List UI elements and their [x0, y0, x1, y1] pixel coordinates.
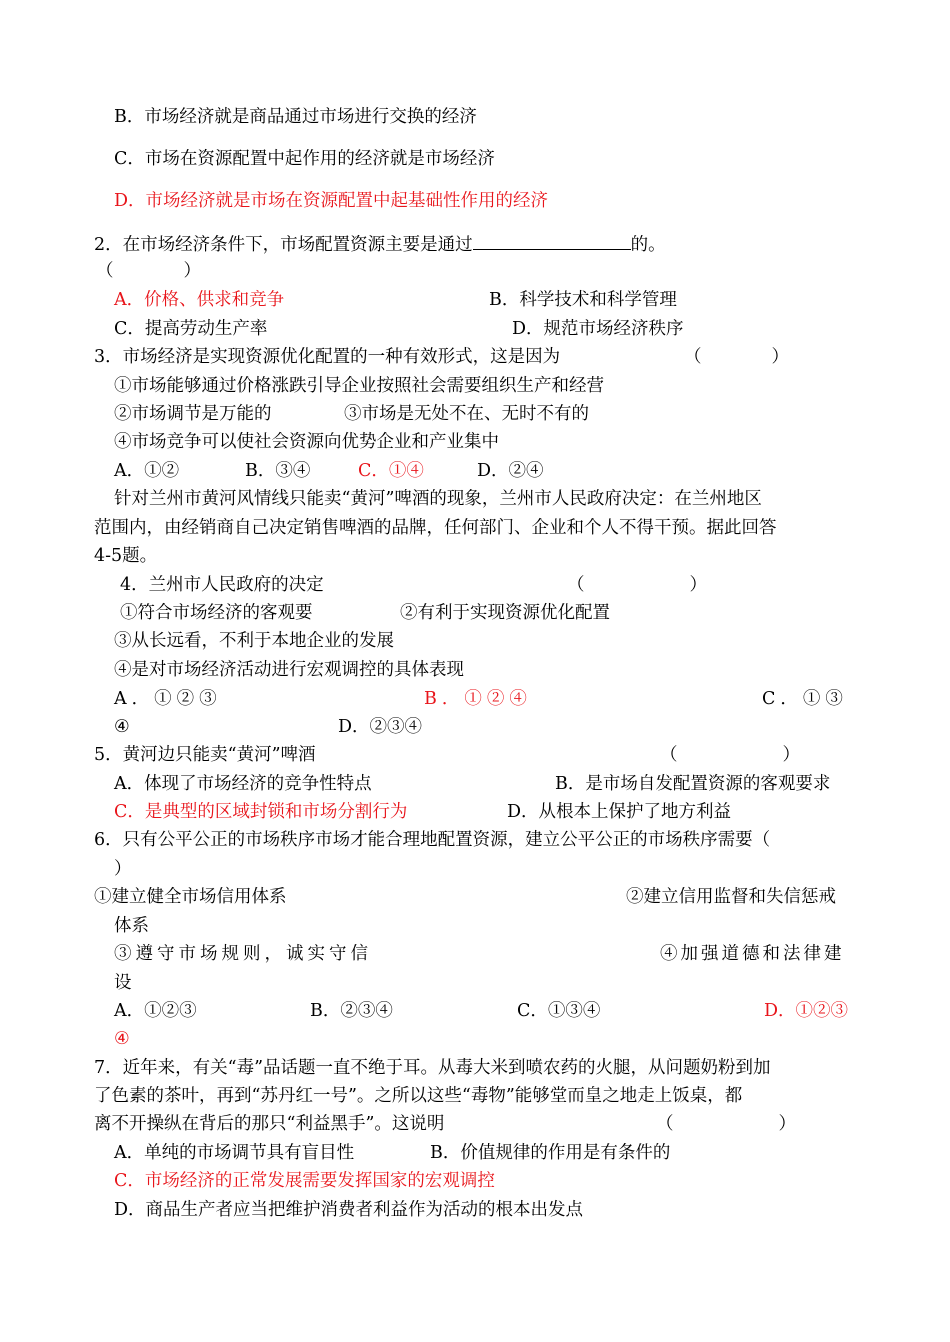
q4-statement-1: ①符合市场经济的客观要 — [120, 603, 313, 623]
q3-option-d: D．②④ — [477, 461, 544, 481]
q4-option-d: D．②③④ — [338, 717, 423, 737]
q6-statement-3: ③遵守市场规则，诚实守信 — [114, 944, 372, 964]
q4-option-c-continued: ④ — [114, 717, 130, 737]
q7-stem-line-3: 离不开操纵在背后的那只“利益黑手”。这说明 — [94, 1114, 445, 1134]
q3-statement-3: ③市场是无处不在、无时不有的 — [344, 404, 589, 424]
q3-option-b: B．③④ — [245, 461, 311, 481]
q5-option-b: B．是市场自发配置资源的客观要求 — [555, 774, 831, 794]
q2-option-d: D．规范市场经济秩序 — [512, 319, 684, 339]
q4-stem: 4．兰州市人民政府的决定 — [120, 575, 324, 595]
q2-fill-blank — [473, 233, 631, 250]
passage-line-3: 4-5题。 — [94, 546, 158, 566]
q5-answer-paren: （ ） — [660, 745, 800, 765]
q2-stem-end: 的。 — [630, 235, 666, 255]
q7-stem-line-1: 7．近年来，有关“毒”品话题一直不绝于耳。从毒大米到喷农药的火腿，从问题奶粉到加 — [94, 1058, 771, 1078]
q6-statement-4-continued: 设 — [114, 973, 132, 993]
q6-option-b: B．②③④ — [310, 1001, 393, 1021]
q2-stem — [94, 233, 666, 256]
q3-option-c-answer: C．①④ — [358, 461, 424, 481]
q4-option-a: A．①②③ — [114, 689, 222, 709]
q3-statement-4: ④市场竞争可以使社会资源向优势企业和产业集中 — [114, 432, 499, 452]
q4-answer-paren: （ ） — [567, 575, 707, 595]
q5-option-c-answer: C．是典型的区域封锁和市场分割行为 — [114, 802, 408, 822]
q3-statement-2: ②市场调节是万能的 — [114, 404, 272, 424]
q6-stem-end: ） — [114, 859, 132, 879]
q2-answer-paren: （ ） — [96, 261, 201, 281]
q3-answer-paren: （ ） — [684, 347, 789, 367]
q7-stem-line-2: 了色素的茶叶，再到“苏丹红一号”。之所以这些“毒物”能够堂而皇之地走上饭桌，都 — [94, 1086, 743, 1106]
q4-statement-3: ③从长远看，不利于本地企业的发展 — [114, 631, 394, 651]
q4-option-b-answer: B．①②④ — [424, 689, 532, 709]
q6-statement-1: ①建立健全市场信用体系 — [94, 887, 287, 907]
q7-answer-paren: （ ） — [656, 1114, 796, 1134]
q7-option-b: B．价值规律的作用是有条件的 — [430, 1143, 671, 1163]
q6-option-d-answer: D．①②③ — [764, 1001, 849, 1021]
q4-statement-4: ④是对市场经济活动进行宏观调控的具体表现 — [114, 660, 464, 680]
q7-option-a: A．单纯的市场调节具有盲目性 — [114, 1143, 355, 1163]
q5-option-a: A．体现了市场经济的竞争性特点 — [114, 774, 372, 794]
q5-stem: 5．黄河边只能卖“黄河”啤酒 — [94, 745, 316, 765]
q3-statement-1: ①市场能够通过价格涨跌引导企业按照社会需要组织生产和经营 — [114, 376, 604, 396]
passage-line-2: 范围内，由经销商自己决定销售啤酒的品牌，任何部门、企业和个人不得干预。据此回答 — [94, 518, 777, 538]
q6-statement-2-continued: 体系 — [114, 916, 149, 936]
q2-option-a-answer: A．价格、供求和竞争 — [114, 290, 285, 310]
q2-option-c: C．提高劳动生产率 — [114, 319, 268, 339]
q5-option-d: D．从根本上保护了地方利益 — [507, 802, 732, 822]
q1-option-b: B．市场经济就是商品通过市场进行交换的经济 — [114, 107, 477, 127]
q7-option-c-answer: C．市场经济的正常发展需要发挥国家的宏观调控 — [114, 1171, 495, 1191]
q2-option-b: B．科学技术和科学管理 — [489, 290, 677, 310]
q6-statement-2: ②建立信用监督和失信惩戒 — [626, 887, 836, 907]
q4-option-c: C．①③ — [762, 689, 848, 709]
passage-line-1: 针对兰州市黄河风情线只能卖“黄河”啤酒的现象，兰州市人民政府决定：在兰州地区 — [114, 489, 762, 509]
q4-statement-2: ②有利于实现资源优化配置 — [400, 603, 610, 623]
q1-option-d-answer: D．市场经济就是市场在资源配置中起基础性作用的经济 — [114, 191, 549, 211]
q6-option-a: A．①②③ — [114, 1001, 197, 1021]
q7-option-d: D．商品生产者应当把维护消费者利益作为活动的根本出发点 — [114, 1200, 584, 1220]
q1-option-c: C．市场在资源配置中起作用的经济就是市场经济 — [114, 149, 495, 169]
q6-option-d-continued: ④ — [114, 1029, 130, 1049]
q6-statement-4: ④加强道德和法律建 — [660, 944, 845, 964]
q3-option-a: A．①② — [114, 461, 180, 481]
q3-stem: 3．市场经济是实现资源优化配置的一种有效形式，这是因为 — [94, 347, 561, 367]
q6-option-c: C．①③④ — [517, 1001, 601, 1021]
q6-stem: 6．只有公平公正的市场秩序市场才能合理地配置资源，建立公平公正的市场秩序需要（ — [94, 830, 771, 850]
q2-stem-text: 2．在市场经济条件下，市场配置资源主要是通过 — [94, 235, 473, 255]
